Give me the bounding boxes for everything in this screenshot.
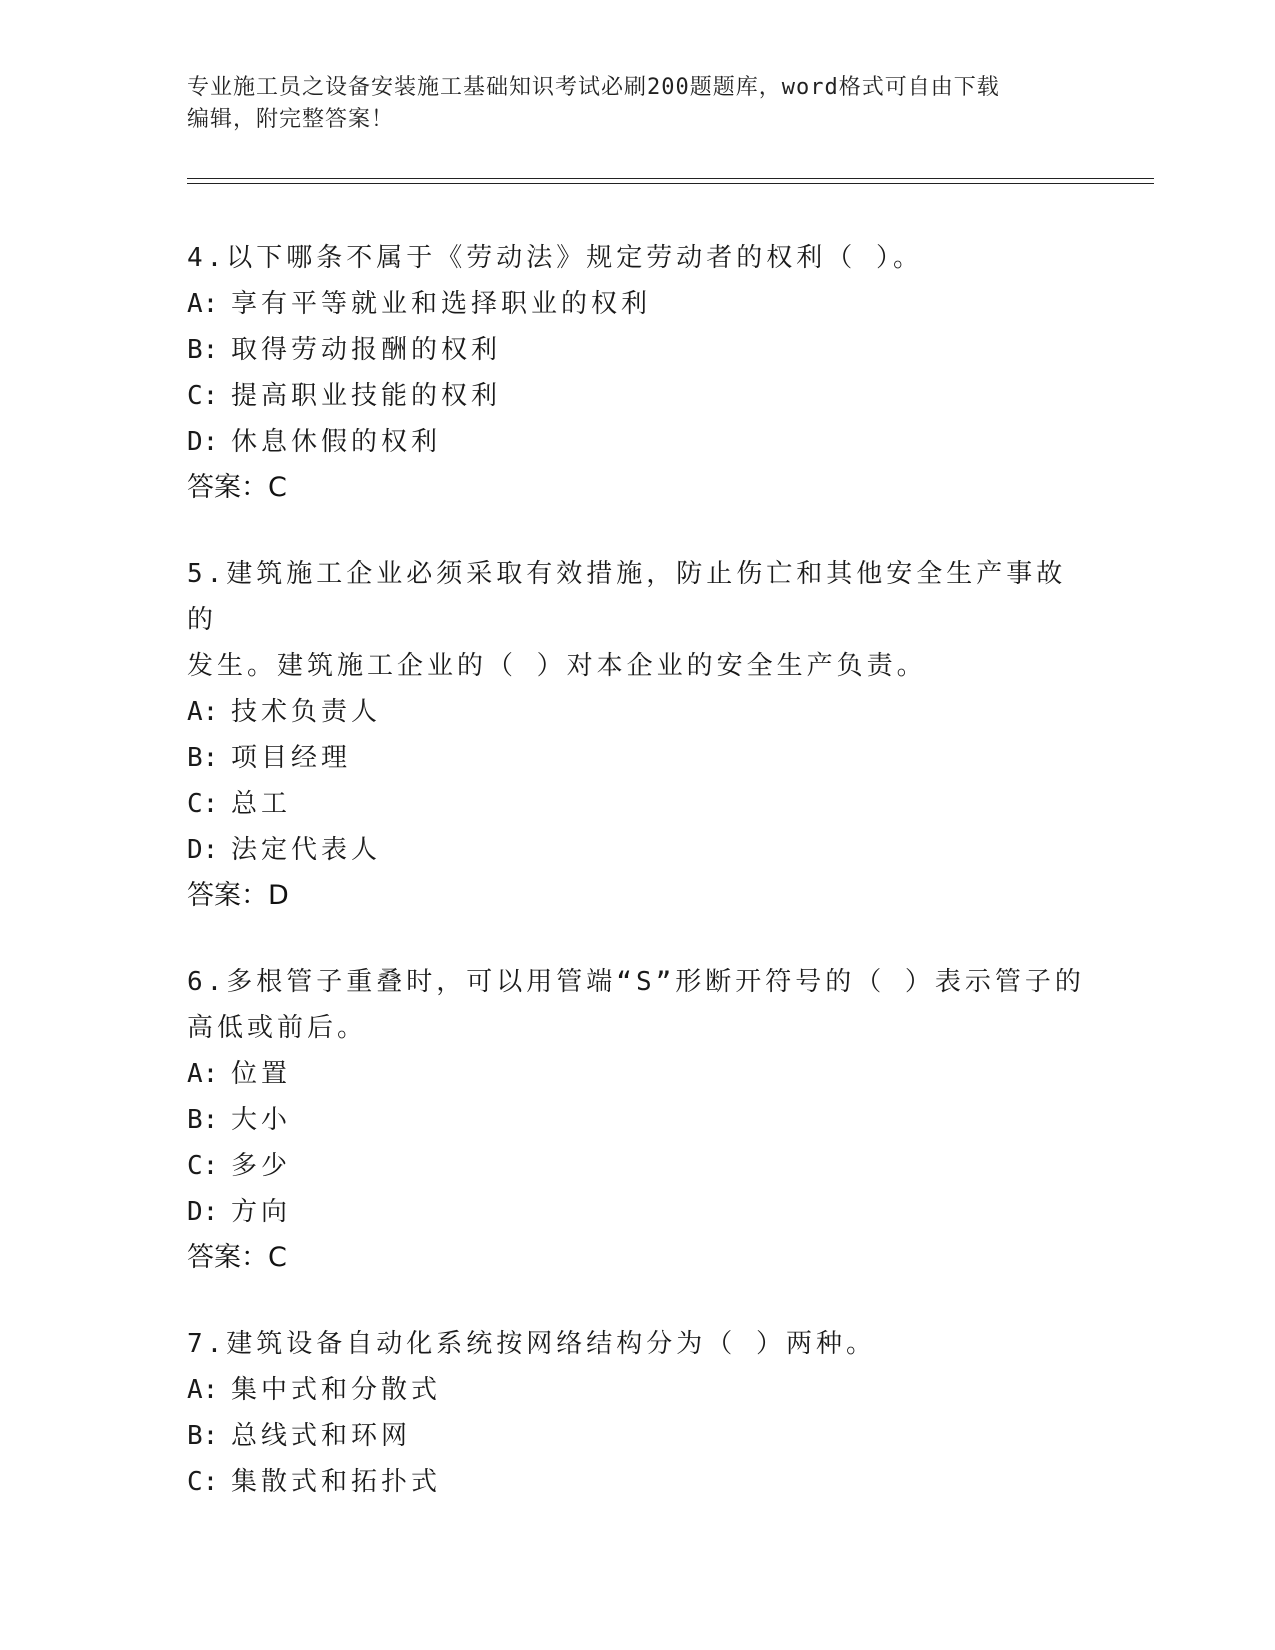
option-text: 取得劳动报酬的权利 [231, 335, 502, 365]
answer-option [187, 1189, 1087, 1235]
option-text: 总线式和环网 [231, 1421, 412, 1451]
question-stem: 6.多根管子重叠时，可以用管端“S”形断开符号的（ ）表示管子的 [187, 967, 1085, 997]
header-line-2: 编辑，附完整答案！ [187, 107, 395, 132]
question-stem: 7.建筑设备自动化系统按网络结构分为（ ）两种。 [187, 1329, 876, 1359]
question-block [187, 235, 1087, 511]
option-key: B: [187, 1421, 219, 1451]
option-text: 集散式和拓扑式 [231, 1467, 442, 1497]
answer-option [187, 1459, 1087, 1505]
answer-option [187, 689, 1087, 735]
option-text: 法定代表人 [231, 835, 382, 865]
answer-line: 答案：C [187, 1242, 287, 1273]
question-list [187, 235, 1087, 1545]
question-stem: 发生。建筑施工企业的（ ）对本企业的安全生产负责。 [187, 651, 927, 681]
option-text: 位置 [231, 1059, 292, 1089]
question-block [187, 551, 1087, 919]
option-key: D: [187, 427, 219, 457]
answer-line: 答案：C [187, 472, 287, 503]
answer-option [187, 327, 1087, 373]
option-key: A: [187, 289, 219, 319]
answer-option [187, 1097, 1087, 1143]
option-text: 总工 [231, 789, 292, 819]
option-key: B: [187, 335, 219, 365]
option-key: B: [187, 1105, 219, 1135]
answer-option [187, 781, 1087, 827]
answer-option [187, 373, 1087, 419]
answer-option [187, 735, 1087, 781]
header-line-1: 专业施工员之设备安装施工基础知识考试必刷200题题库，word格式可自由下载 [187, 75, 1000, 100]
option-text: 集中式和分散式 [231, 1375, 442, 1405]
question-stem: 5.建筑施工企业必须采取有效措施，防止伤亡和其他安全生产事故的 [187, 559, 1067, 635]
option-text: 方向 [231, 1197, 292, 1227]
option-text: 大小 [231, 1105, 292, 1135]
option-text: 项目经理 [231, 743, 352, 773]
question-block [187, 959, 1087, 1281]
option-key: D: [187, 1197, 219, 1227]
option-key: C: [187, 1151, 219, 1181]
answer-option [187, 1143, 1087, 1189]
option-key: D: [187, 835, 219, 865]
answer-option [187, 281, 1087, 327]
option-key: B: [187, 743, 219, 773]
answer-option [187, 1413, 1087, 1459]
question-stem: 高低或前后。 [187, 1013, 368, 1043]
option-text: 多少 [231, 1151, 292, 1181]
option-key: A: [187, 697, 219, 727]
option-text: 享有平等就业和选择职业的权利 [231, 289, 652, 319]
header-rule-bottom [187, 183, 1154, 184]
document-header [187, 72, 1087, 136]
answer-option [187, 1051, 1087, 1097]
option-text: 提高职业技能的权利 [231, 381, 502, 411]
option-key: A: [187, 1059, 219, 1089]
answer-option [187, 419, 1087, 465]
option-text: 技术负责人 [231, 697, 382, 727]
option-key: C: [187, 381, 219, 411]
option-text: 休息休假的权利 [231, 427, 442, 457]
answer-line: 答案：D [187, 880, 289, 911]
option-key: C: [187, 789, 219, 819]
question-stem: 4.以下哪条不属于《劳动法》规定劳动者的权利（ ）。 [187, 243, 923, 273]
question-block [187, 1321, 1087, 1505]
answer-option [187, 1367, 1087, 1413]
header-rule-top [187, 178, 1154, 179]
answer-option [187, 827, 1087, 873]
option-key: C: [187, 1467, 219, 1497]
option-key: A: [187, 1375, 219, 1405]
